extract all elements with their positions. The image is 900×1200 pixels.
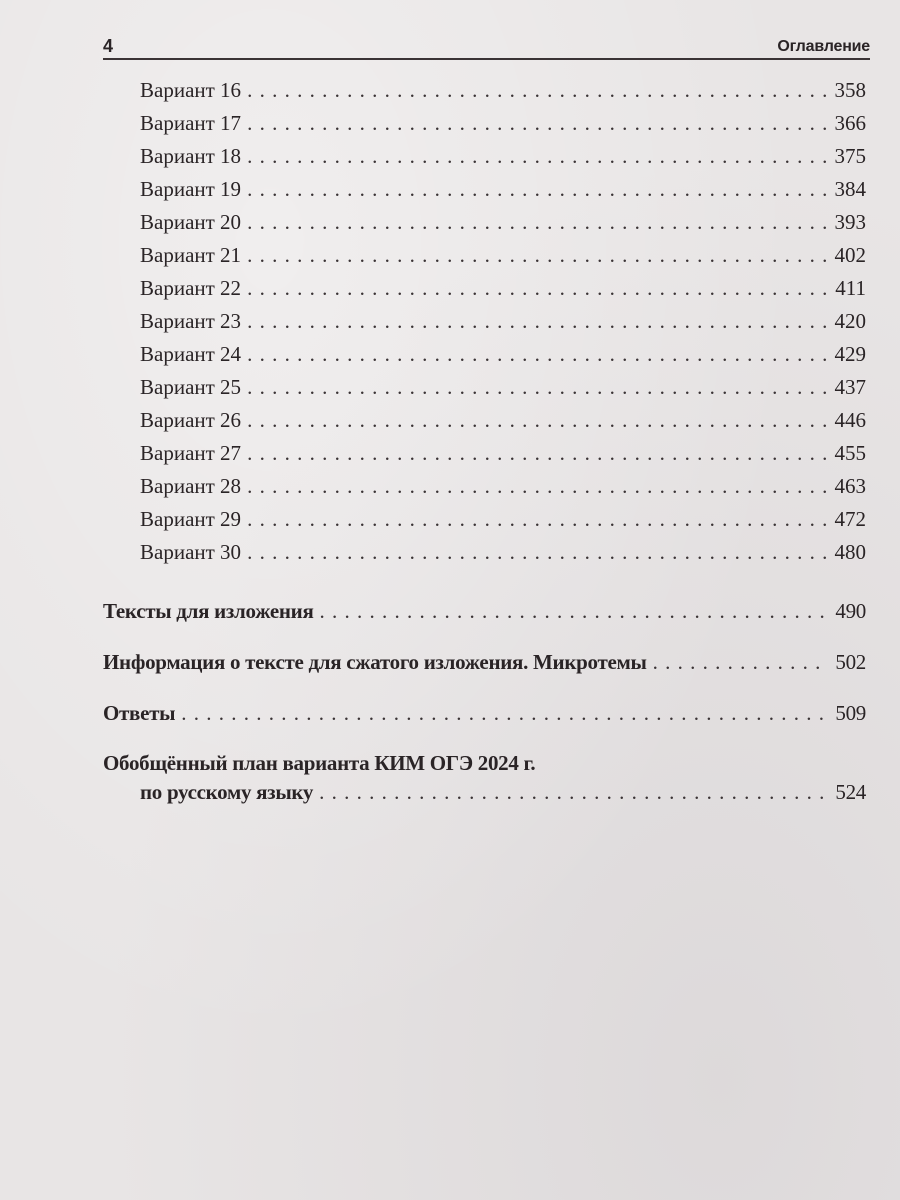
toc-entry-page: 393: [834, 210, 866, 234]
dot-leader: [247, 341, 828, 367]
toc-entry-variant-25[interactable]: [140, 374, 866, 400]
toc-entry-page: 358: [834, 78, 866, 102]
toc-entry-page: 446: [834, 408, 866, 432]
toc-entry-label: Вариант 29: [140, 507, 242, 531]
toc-entry-label: Вариант 24: [140, 342, 242, 366]
toc-entry-label: Вариант 27: [140, 441, 242, 465]
toc-entry-page: 502: [835, 650, 866, 674]
dot-leader: [247, 407, 828, 433]
toc-entry-variant-24[interactable]: [140, 341, 866, 367]
toc-entry-page: 455: [834, 441, 866, 465]
toc-entry-label: Вариант 19: [140, 177, 242, 201]
toc-entry-label: Вариант 28: [140, 474, 242, 498]
toc-entry-label: Вариант 30: [140, 540, 242, 564]
toc-entry-plan-title-line1[interactable]: Обобщённый план варианта КИМ ОГЭ 2024 г.: [103, 751, 536, 775]
dot-leader: [319, 779, 829, 805]
section-title: Оглавление: [777, 38, 870, 55]
toc-entry-variant-29[interactable]: [140, 506, 866, 532]
toc-entry-label: Ответы: [103, 701, 176, 725]
dot-leader: [247, 242, 828, 268]
toc-entry-page: 384: [834, 177, 866, 201]
toc-entry-page: 375: [834, 144, 866, 168]
toc-entry-variant-17[interactable]: [140, 110, 866, 136]
toc-entry-page: 524: [835, 780, 866, 804]
toc-entry-page: 411: [835, 276, 866, 300]
dot-leader: [247, 275, 829, 301]
dot-leader: [247, 176, 828, 202]
toc-entry-variant-19[interactable]: [140, 176, 866, 202]
toc-entry-label: Информация о тексте для сжатого изложения. Микротемы: [103, 650, 647, 674]
toc-entry-page: 429: [834, 342, 866, 366]
toc-entry-page: 420: [834, 309, 866, 333]
toc-entry-page: 402: [834, 243, 866, 267]
toc-entry-page: 437: [834, 375, 866, 399]
dot-leader: [181, 700, 829, 726]
toc-entry-page: 480: [834, 540, 866, 564]
toc-entry-variant-30[interactable]: [140, 539, 866, 565]
toc-entry-answers[interactable]: [103, 700, 866, 726]
dot-leader: [247, 473, 828, 499]
toc-entry-label: Вариант 17: [140, 111, 242, 135]
toc-entry-variant-22[interactable]: [140, 275, 866, 301]
toc-entry-variant-27[interactable]: [140, 440, 866, 466]
dot-leader: [247, 440, 828, 466]
toc-entry-page: 472: [834, 507, 866, 531]
running-head: [103, 36, 870, 60]
toc-entry-variant-21[interactable]: [140, 242, 866, 268]
toc-entry-label: Вариант 25: [140, 375, 242, 399]
toc-entry-variant-20[interactable]: [140, 209, 866, 235]
dot-leader: [247, 143, 828, 169]
dot-leader: [247, 77, 828, 103]
dot-leader: [247, 374, 828, 400]
toc-entry-page: 463: [834, 474, 866, 498]
toc-entry-label: по русскому языку: [140, 780, 314, 804]
dot-leader: [247, 209, 828, 235]
dot-leader: [320, 598, 830, 624]
toc-entry-page: 509: [835, 701, 866, 725]
toc-entry-label: Вариант 22: [140, 276, 242, 300]
dot-leader: [247, 506, 828, 532]
toc-entry-label: Тексты для изложения: [103, 599, 314, 623]
toc-entry-text-info-microtopics[interactable]: [103, 649, 866, 675]
dot-leader: [247, 308, 828, 334]
toc-entry-label: Вариант 20: [140, 210, 242, 234]
dot-leader: [247, 110, 828, 136]
toc-entry-page: 490: [835, 599, 866, 623]
toc-entry-plan-title-line2[interactable]: [140, 779, 866, 805]
toc-entry-label: Вариант 23: [140, 309, 242, 333]
dot-leader: [247, 539, 828, 565]
toc-entry-label: Вариант 21: [140, 243, 242, 267]
page-number: 4: [103, 36, 114, 56]
toc-entry-label: Вариант 18: [140, 144, 242, 168]
toc-entry-variant-18[interactable]: [140, 143, 866, 169]
toc-entry-variant-23[interactable]: [140, 308, 866, 334]
toc-entry-texts-for-summary[interactable]: [103, 598, 866, 624]
toc-entry-variant-28[interactable]: [140, 473, 866, 499]
toc-entry-variant-26[interactable]: [140, 407, 866, 433]
toc-entry-label: Вариант 16: [140, 78, 242, 102]
toc-entry-variant-16[interactable]: [140, 77, 866, 103]
toc-entry-page: 366: [834, 111, 866, 135]
toc-entry-label: Вариант 26: [140, 408, 242, 432]
dot-leader: [653, 649, 830, 675]
